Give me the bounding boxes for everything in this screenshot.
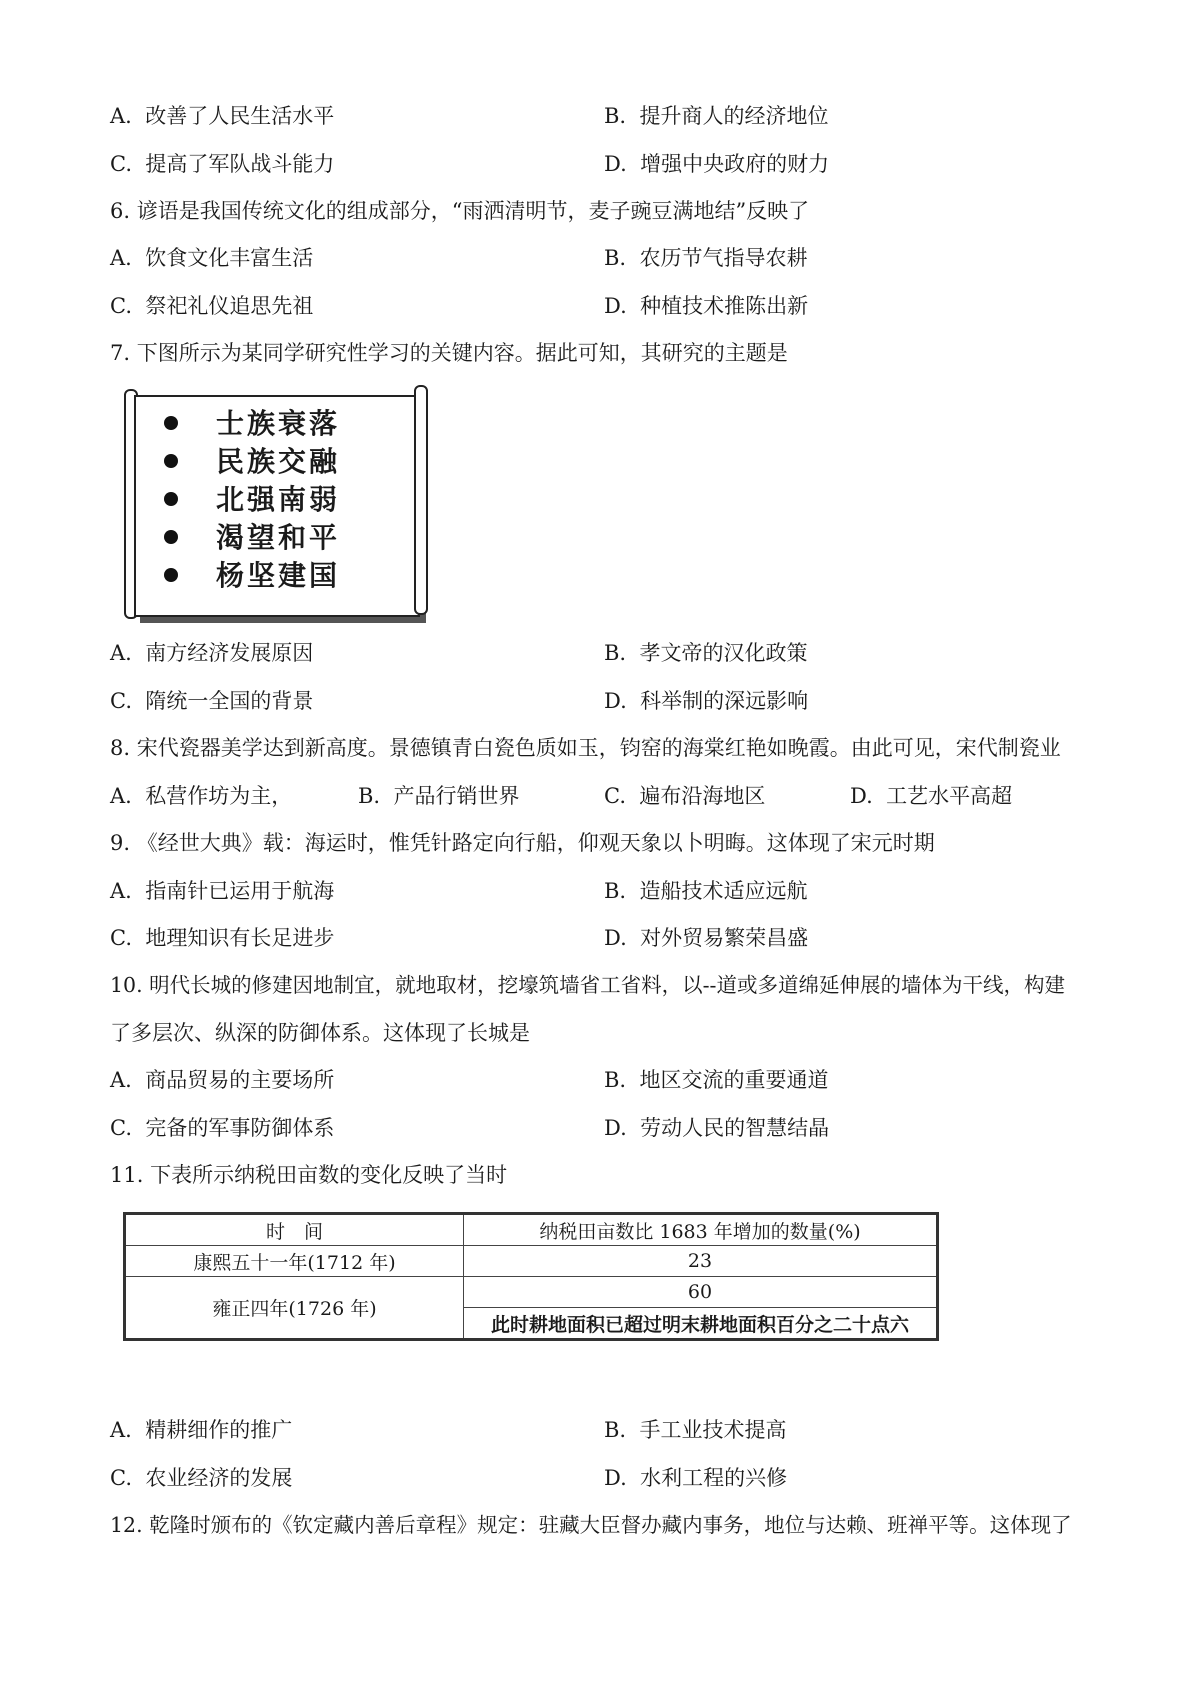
q11-option-d bbox=[604, 1463, 787, 1493]
option-letter: C. bbox=[110, 1116, 132, 1140]
table-row bbox=[125, 1277, 938, 1308]
option-text: 遍布沿海地区 bbox=[639, 784, 766, 808]
option-letter: D. bbox=[604, 152, 627, 176]
q5-option-b bbox=[604, 101, 828, 131]
bullet-icon bbox=[164, 454, 178, 468]
option-letter: A. bbox=[110, 879, 132, 903]
q9-stem: 9. 《经世大典》载：海运时，惟凭针路定向行船，仰观天象以卜明晦。这体现了宋元时期 bbox=[110, 831, 935, 855]
option-text: 科举制的深远影响 bbox=[640, 689, 809, 713]
option-text: 精耕细作的推广 bbox=[145, 1418, 293, 1442]
bullet-icon bbox=[164, 416, 178, 430]
option-letter: A. bbox=[110, 1068, 132, 1092]
table-cell: 雍正四年(1726 年) bbox=[125, 1277, 464, 1340]
q5-option-c bbox=[110, 149, 334, 179]
option-text: 私营作坊为主， bbox=[145, 784, 293, 808]
table-header-cell: 纳税田亩数比 1683 年增加的数量(%) bbox=[464, 1214, 938, 1246]
option-text: 隋统一全国的背景 bbox=[145, 689, 314, 713]
table-cell: 康熙五十一年(1712 年) bbox=[125, 1246, 464, 1277]
q7-option-a bbox=[110, 638, 313, 668]
option-letter: C. bbox=[110, 689, 132, 713]
q8-option-c bbox=[604, 781, 765, 811]
q9-option-c bbox=[110, 923, 334, 953]
option-text: 产品行销世界 bbox=[393, 784, 520, 808]
q5-option-a bbox=[110, 101, 334, 131]
option-text: 手工业技术提高 bbox=[639, 1418, 787, 1442]
q11-option-a bbox=[110, 1415, 292, 1445]
option-letter: B. bbox=[604, 104, 627, 128]
q7-option-c bbox=[110, 686, 313, 716]
q5-option-d bbox=[604, 149, 829, 179]
q10-option-d bbox=[604, 1113, 829, 1143]
option-text: 造船技术适应远航 bbox=[639, 879, 808, 903]
option-text: 劳动人民的智慧结晶 bbox=[640, 1116, 830, 1140]
q12-stem: 12. 乾隆时颁布的《钦定藏内善后章程》规定：驻藏大臣督办藏内事务，地位与达赖、班禅平等。这体现了 bbox=[110, 1513, 1072, 1537]
table-header-cell: 时 间 bbox=[125, 1214, 464, 1246]
option-letter: B. bbox=[358, 784, 381, 808]
q6-option-c bbox=[110, 291, 313, 321]
option-letter: B. bbox=[604, 246, 627, 270]
option-text: 农业经济的发展 bbox=[145, 1466, 293, 1490]
q6-option-b bbox=[604, 243, 807, 273]
q9-option-d bbox=[604, 923, 808, 953]
option-text: 地区交流的重要通道 bbox=[639, 1068, 829, 1092]
scroll-item: 渴望和平 bbox=[164, 521, 340, 555]
q10-option-a bbox=[110, 1065, 334, 1095]
option-letter: D. bbox=[850, 784, 873, 808]
option-text: 地理知识有长足进步 bbox=[145, 926, 335, 950]
option-text: 指南针已运用于航海 bbox=[145, 879, 335, 903]
option-text: 饮食文化丰富生活 bbox=[145, 246, 314, 270]
scroll-item: 民族交融 bbox=[164, 445, 340, 479]
q8-option-b bbox=[358, 781, 519, 811]
bullet-icon bbox=[164, 568, 178, 582]
q8-option-a bbox=[110, 781, 292, 811]
option-letter: D. bbox=[604, 926, 627, 950]
q6-stem: 6. 谚语是我国传统文化的组成部分，“雨洒清明节，麦子豌豆满地结”反映了 bbox=[110, 199, 810, 223]
option-text: 孝文帝的汉化政策 bbox=[639, 641, 808, 665]
table-cell: 60 bbox=[464, 1277, 938, 1308]
option-letter: B. bbox=[604, 641, 627, 665]
scroll-item: 士族衰落 bbox=[164, 407, 340, 441]
q7-option-d bbox=[604, 686, 808, 716]
option-text: 水利工程的兴修 bbox=[640, 1466, 788, 1490]
scroll-item: 杨坚建国 bbox=[164, 559, 340, 593]
option-letter: D. bbox=[604, 689, 627, 713]
q7-stem: 7. 下图所示为某同学研究性学习的关键内容。据此可知，其研究的主题是 bbox=[110, 341, 788, 365]
option-letter: C. bbox=[110, 926, 132, 950]
q8-option-d bbox=[850, 781, 1012, 811]
table-cell: 此时耕地面积已超过明末耕地面积百分之二十点六 bbox=[464, 1308, 938, 1340]
scroll-body bbox=[134, 395, 420, 617]
option-text: 工艺水平高超 bbox=[886, 784, 1013, 808]
scroll-item: 北强南弱 bbox=[164, 483, 340, 517]
option-letter: A. bbox=[110, 1418, 132, 1442]
q11-option-b bbox=[604, 1415, 786, 1445]
option-letter: D. bbox=[604, 1116, 627, 1140]
option-letter: A. bbox=[110, 246, 132, 270]
q7-scroll-figure bbox=[124, 385, 426, 625]
option-text: 改善了人民生活水平 bbox=[145, 104, 335, 128]
q10-option-b bbox=[604, 1065, 828, 1095]
option-letter: A. bbox=[110, 641, 132, 665]
table-cell: 23 bbox=[464, 1246, 938, 1277]
option-letter: A. bbox=[110, 104, 132, 128]
q9-option-a bbox=[110, 876, 334, 906]
bullet-icon bbox=[164, 530, 178, 544]
option-text: 对外贸易繁荣昌盛 bbox=[640, 926, 809, 950]
q10-option-c bbox=[110, 1113, 334, 1143]
q6-option-d bbox=[604, 291, 808, 321]
option-text: 完备的军事防御体系 bbox=[145, 1116, 335, 1140]
table-header-row bbox=[125, 1214, 938, 1246]
option-letter: C. bbox=[110, 152, 132, 176]
option-letter: C. bbox=[110, 1466, 132, 1490]
q8-stem: 8. 宋代瓷器美学达到新高度。景德镇青白瓷色质如玉，钧窑的海棠红艳如晚霞。由此可见，宋代制瓷业 bbox=[110, 736, 1061, 760]
option-letter: A. bbox=[110, 784, 132, 808]
q11-option-c bbox=[110, 1463, 292, 1493]
bullet-icon bbox=[164, 492, 178, 506]
option-text: 种植技术推陈出新 bbox=[640, 294, 809, 318]
option-text: 农历节气指导农耕 bbox=[639, 246, 808, 270]
option-letter: D. bbox=[604, 294, 627, 318]
q7-option-b bbox=[604, 638, 807, 668]
option-letter: C. bbox=[110, 294, 132, 318]
scroll-roll-right bbox=[414, 385, 428, 615]
table-row bbox=[125, 1246, 938, 1277]
q10-stem-line2: 了多层次、纵深的防御体系。这体现了长城是 bbox=[110, 1021, 530, 1045]
option-letter: D. bbox=[604, 1466, 627, 1490]
option-text: 提升商人的经济地位 bbox=[639, 104, 829, 128]
option-letter: B. bbox=[604, 1068, 627, 1092]
q11-stem: 11. 下表所示纳税田亩数的变化反映了当时 bbox=[110, 1163, 508, 1187]
option-text: 祭祀礼仪追思先祖 bbox=[145, 294, 314, 318]
q10-stem-line1: 10. 明代长城的修建因地制宜，就地取材，挖壕筑墙省工省料，以--道或多道绵延伸展的墙体为干线，构建 bbox=[110, 973, 1065, 997]
option-text: 商品贸易的主要场所 bbox=[145, 1068, 335, 1092]
option-text: 南方经济发展原因 bbox=[145, 641, 314, 665]
q11-data-table bbox=[123, 1212, 939, 1341]
option-text: 增强中央政府的财力 bbox=[640, 152, 830, 176]
option-letter: B. bbox=[604, 879, 627, 903]
option-letter: C. bbox=[604, 784, 626, 808]
q6-option-a bbox=[110, 243, 313, 273]
option-text: 提高了军队战斗能力 bbox=[145, 152, 335, 176]
option-letter: B. bbox=[604, 1418, 627, 1442]
q9-option-b bbox=[604, 876, 807, 906]
